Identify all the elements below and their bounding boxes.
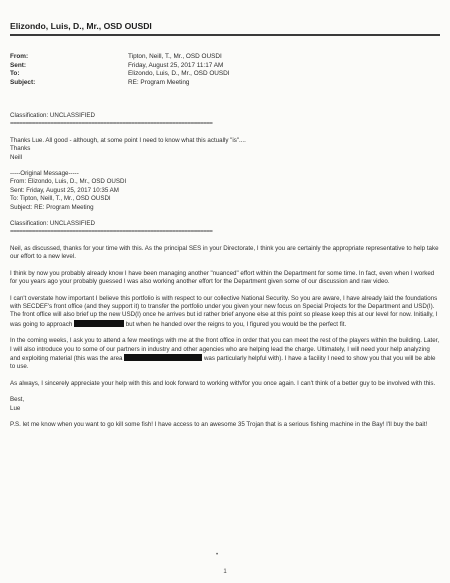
closing-name: Lue xyxy=(10,404,21,412)
reply-signature: Neill xyxy=(10,153,23,161)
paragraph-3 xyxy=(10,295,440,330)
paragraph-2: I think by now you probably already know I have been managing another "nuanced" effort within the Department for some time. In fact, even when I worked for you years ago your probably guessed I was also working another effort for the Department given some of our discussion and raw video. xyxy=(10,269,435,286)
paragraph-3-part-a: I can't overstate how important I believe this portfolio is with respect to our collective National Security. So you are aware, I have already laid the foundations with SECDEF's front office (and they support it) to transfer the portfolio under you given your new focus on Special Projects for the Department and USD(I). The front office will also brief up the new USD(I) once he arrives but id rather brief anyone else at this point so please keep this at our level for now. Initially, I was going to approach xyxy=(10,294,438,328)
paragraph-4-part-a: In the coming weeks, I ask you to attend a few meetings with me at the front office in order that you can meet the rest of the players within the building. Later, I will also introduce you to some of our partners in industry and other agencies who are helping lead the charge. Ultimately, I will need your help analyzing and exploiting material (this was the area xyxy=(10,337,440,362)
header-from-row xyxy=(10,53,230,62)
header-subject-row xyxy=(10,79,230,88)
redaction-box xyxy=(74,320,124,327)
paragraph-3-part-b: but when he handed over the reigns to you, I figured you would be the perfect fit. xyxy=(125,320,347,328)
email-header-block xyxy=(10,53,230,87)
sent-value: Friday, August 25, 2017 11:17 AM xyxy=(128,61,224,69)
paragraph-5: As always, I sincerely appreciate your help with this and look forward to working with/for you once again. I can't think of a better guy to be involved with this. xyxy=(10,379,436,387)
sent-label: Sent: xyxy=(10,61,26,69)
postscript: P.S. let me know when you want to go kill some fish! I have access to an awesome 35 Trojan that is a serious fishing machine in the Bay! I'll buy the bait! xyxy=(10,420,428,428)
subject-label: Subject: xyxy=(10,78,36,86)
original-from: From: Elizondo, Luis, D., Mr., OSD OUSDI xyxy=(10,178,127,186)
stray-bullet-mark: • xyxy=(216,552,219,558)
from-value: Tipton, Neill, T., Mr., OSD OUSDI xyxy=(128,53,222,60)
original-to: To: Tipton, Neill, T., Mr., OSD OUSDI xyxy=(10,195,111,203)
from-label: From: xyxy=(10,53,29,60)
original-subject: Subject: RE: Program Meeting xyxy=(10,203,94,211)
to-label: To: xyxy=(10,70,20,78)
closing-line: Best, xyxy=(10,396,25,404)
redaction-box-2 xyxy=(124,354,202,361)
reply-thanks: Thanks xyxy=(10,145,31,153)
subject-value: RE: Program Meeting xyxy=(128,78,190,86)
classification-marking-2: Classification: UNCLASSIFIED xyxy=(10,220,95,228)
separator-line: ================================================================= xyxy=(10,120,213,128)
classification-marking: Classification: UNCLASSIFIED xyxy=(10,112,95,119)
paragraph-4-part-b: was particularly helpful with). I have a facility I need to show you that you will be able to use. xyxy=(10,354,436,371)
paragraph-4 xyxy=(10,337,440,372)
header-to-row xyxy=(10,70,230,79)
original-sent: Sent: Friday, August 25, 2017 10:35 AM xyxy=(10,186,119,194)
header-sent-row xyxy=(10,62,230,71)
to-value: Elizondo, Luis, D., Mr., OSD OUSDI xyxy=(128,70,230,78)
page-number: 1 xyxy=(223,569,227,575)
separator-line-2: ================================================================= xyxy=(10,228,213,236)
reply-text: Thanks Lue. All good - although, at some point I need to know what this actually "is".... xyxy=(10,136,246,144)
sender-name-heading: Elizondo, Luis, D., Mr., OSD OUSDI xyxy=(10,21,440,36)
original-message-header: -----Original Message----- xyxy=(10,170,79,178)
paragraph-1: Neil, as discussed, thanks for your time with this. As the principal SES in your Directorate, I think you are certainly the appropriate representative to help take our effort to a new level. xyxy=(10,244,439,261)
email-body xyxy=(10,112,440,429)
